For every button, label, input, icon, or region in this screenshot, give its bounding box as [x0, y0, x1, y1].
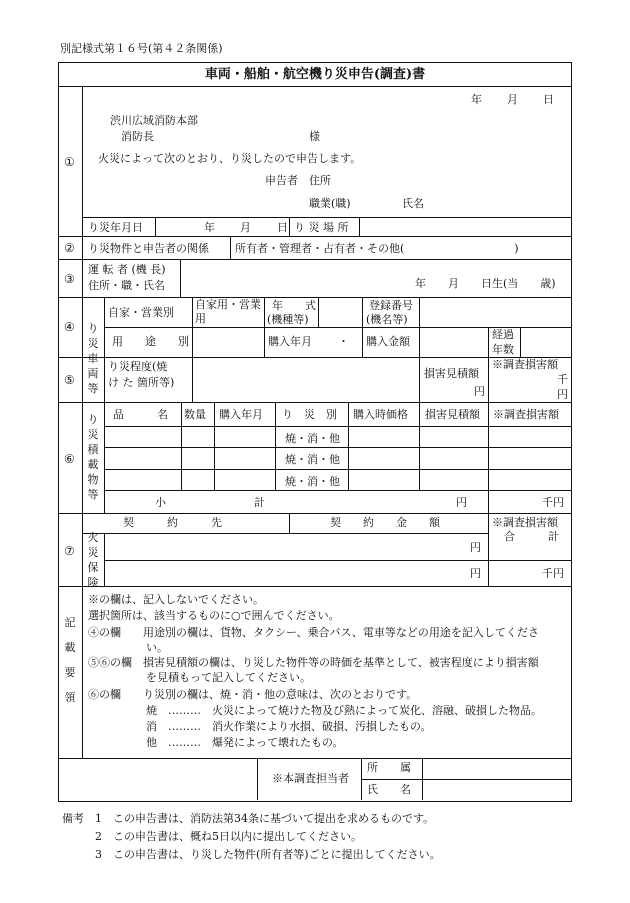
- insurance-survey-label-1: ※調査損害額: [492, 516, 558, 529]
- addressee-org: 渋川広域消防本部: [110, 114, 198, 127]
- purchase-amount-label: 購入金額: [366, 335, 410, 348]
- elapsed-label-2: 年数: [492, 343, 514, 356]
- notes-side-label: 記載要領: [64, 616, 76, 704]
- insurance-side-label: 火災保険: [87, 531, 99, 589]
- col-item-name: 品 名: [113, 408, 168, 421]
- contract-amount-label: 契 約 金 額: [330, 516, 440, 529]
- driver-label: 運 転 者 (機 長): [88, 263, 166, 276]
- col-estimated-loss: 損害見積額: [425, 408, 480, 421]
- section-4-number: ④: [64, 320, 75, 334]
- relation-options: 所有者・管理者・占有者・その他( ): [235, 242, 519, 255]
- note-line-3: ④の欄 用途別の欄は、貨物、タクシー、乗合バス、電車等などの用途を記入してくださ: [88, 626, 539, 639]
- applicant-job-label: 職業(職): [309, 197, 351, 210]
- purchase-ym-separator: ・: [338, 335, 349, 348]
- date-day: 日: [543, 93, 554, 106]
- insurance-survey-label-2: 合 計: [504, 530, 559, 543]
- form-title: 車両・船舶・航空機り災申告(調査)書: [204, 67, 426, 82]
- section-2-number: ②: [64, 241, 75, 255]
- model-label-2: (機種等): [267, 313, 309, 326]
- cargo-row-3-type: 焼・消・他: [285, 475, 340, 488]
- usage-label: 用 途 別: [112, 335, 189, 348]
- form-number: 別記様式第１６号(第４２条関係): [60, 42, 223, 55]
- estimated-loss-yen: 円: [474, 385, 485, 398]
- subtotal-thousand-yen: 千円: [542, 496, 564, 509]
- date-month: 月: [507, 93, 518, 106]
- driver-address-label: 住所・職・氏名: [88, 279, 165, 292]
- estimated-loss-label: 損害見積額: [424, 367, 479, 380]
- addressee-title: 消防長: [121, 130, 154, 143]
- subtotal-yen: 円: [456, 496, 467, 509]
- honorific: 様: [309, 130, 320, 143]
- note-line-7: ⑥の欄 り災別の欄は、焼・消・他の意味は、次のとおりです。: [88, 688, 418, 701]
- survey-loss-label: ※調査損害額: [492, 358, 558, 371]
- contractor-label: 契 約 先: [123, 516, 222, 529]
- date-year: 年: [471, 93, 482, 106]
- section-1-number: ①: [64, 155, 75, 169]
- driver-birth: 年 月 日生(当 歳): [415, 277, 556, 290]
- cargo-row-2-type: 焼・消・他: [285, 453, 340, 466]
- relation-label: り災物件と申告者の関係: [88, 242, 209, 255]
- remark-1-number: 1: [95, 812, 102, 825]
- subtotal-label: 小 計: [155, 496, 265, 509]
- remarks-label: 備考: [62, 812, 84, 825]
- cargo-side-label: り災積載物等: [87, 413, 99, 501]
- note-line-5: ⑤⑥の欄 損害見積額の欄は、り災した物件等の時価を基準として、被害程度により損害額: [88, 656, 539, 669]
- model-label-1: 年 式: [272, 299, 316, 312]
- disaster-date-label: り災年月日: [88, 221, 143, 234]
- investigator-name-label: 氏 名: [367, 783, 411, 796]
- note-line-6: を見積もって記入してください。: [146, 671, 311, 684]
- section-7-number: ⑦: [64, 544, 75, 558]
- section-5-number: ⑤: [64, 373, 75, 387]
- disaster-date-year: 年: [204, 221, 215, 234]
- insurance-thousand-yen: 千円: [542, 567, 564, 580]
- investigator-label: ※本調査担当者: [272, 772, 349, 785]
- section-6-number: ⑥: [64, 452, 75, 466]
- remark-3-number: 3: [95, 848, 102, 861]
- insurance-row-2-yen: 円: [470, 567, 481, 580]
- damage-degree-label-1: り災程度(焼: [108, 360, 168, 373]
- damage-degree-label-2: け た 箇所等): [108, 376, 175, 389]
- private-business-label: 自家用・営業用: [195, 298, 261, 325]
- disaster-date-day: 日: [277, 221, 288, 234]
- registration-label-2: (機名等): [366, 313, 408, 326]
- business-type-label: 自家・営業別: [108, 306, 174, 319]
- survey-loss-thousand: 千: [557, 373, 568, 386]
- col-purchase-ym: 購入年月: [219, 408, 263, 421]
- note-line-4: い。: [146, 641, 168, 654]
- col-purchase-price: 購入時価格: [353, 408, 408, 421]
- remark-3-text: この申告書は、り災した物件(所有者等)ごとに提出してください。: [113, 848, 441, 861]
- remark-1-text: この申告書は、消防法第34条に基づいて提出を求めるものです。: [113, 812, 435, 825]
- note-line-8: 焼 ……… 火災によって焼けた物及び熱によって炭化、溶融、破損した物品。: [146, 704, 542, 717]
- note-line-2: 選択箇所は、該当するものに○で囲んでください。: [88, 609, 340, 622]
- applicant-address-label: 申告者 住所: [265, 174, 331, 187]
- disaster-place-label: り 災 場 所: [294, 221, 349, 234]
- col-quantity: 数量: [184, 408, 206, 421]
- note-line-1: ※の欄は、記入しないでください。: [88, 593, 264, 606]
- section-3-number: ③: [64, 272, 75, 286]
- investigator-affiliation-label: 所 属: [367, 761, 411, 774]
- registration-label-1: 登録番号: [369, 299, 413, 312]
- note-line-9: 消 ……… 消火作業により水損、破損、汚損したもの。: [146, 720, 432, 733]
- remark-2-number: 2: [95, 830, 102, 843]
- elapsed-label-1: 経過: [492, 328, 514, 341]
- purchase-ym-label: 購入年月: [268, 335, 312, 348]
- col-survey-loss: ※調査損害額: [493, 408, 559, 421]
- vehicle-side-label: り災車両等: [87, 322, 99, 395]
- disaster-date-month: 月: [240, 221, 251, 234]
- note-line-10: 他 ……… 爆発によって壊れたもの。: [146, 736, 344, 749]
- survey-loss-yen: 円: [557, 388, 568, 401]
- cargo-row-1-type: 焼・消・他: [285, 432, 340, 445]
- remark-2-text: この申告書は、概ね5日以内に提出してください。: [113, 830, 362, 843]
- applicant-name-label: 氏名: [402, 197, 424, 210]
- statement: 火災によって次のとおり、り災したので申告します。: [98, 152, 362, 165]
- col-disaster-type: り 災 別: [282, 408, 337, 421]
- insurance-row-1-yen: 円: [470, 541, 481, 554]
